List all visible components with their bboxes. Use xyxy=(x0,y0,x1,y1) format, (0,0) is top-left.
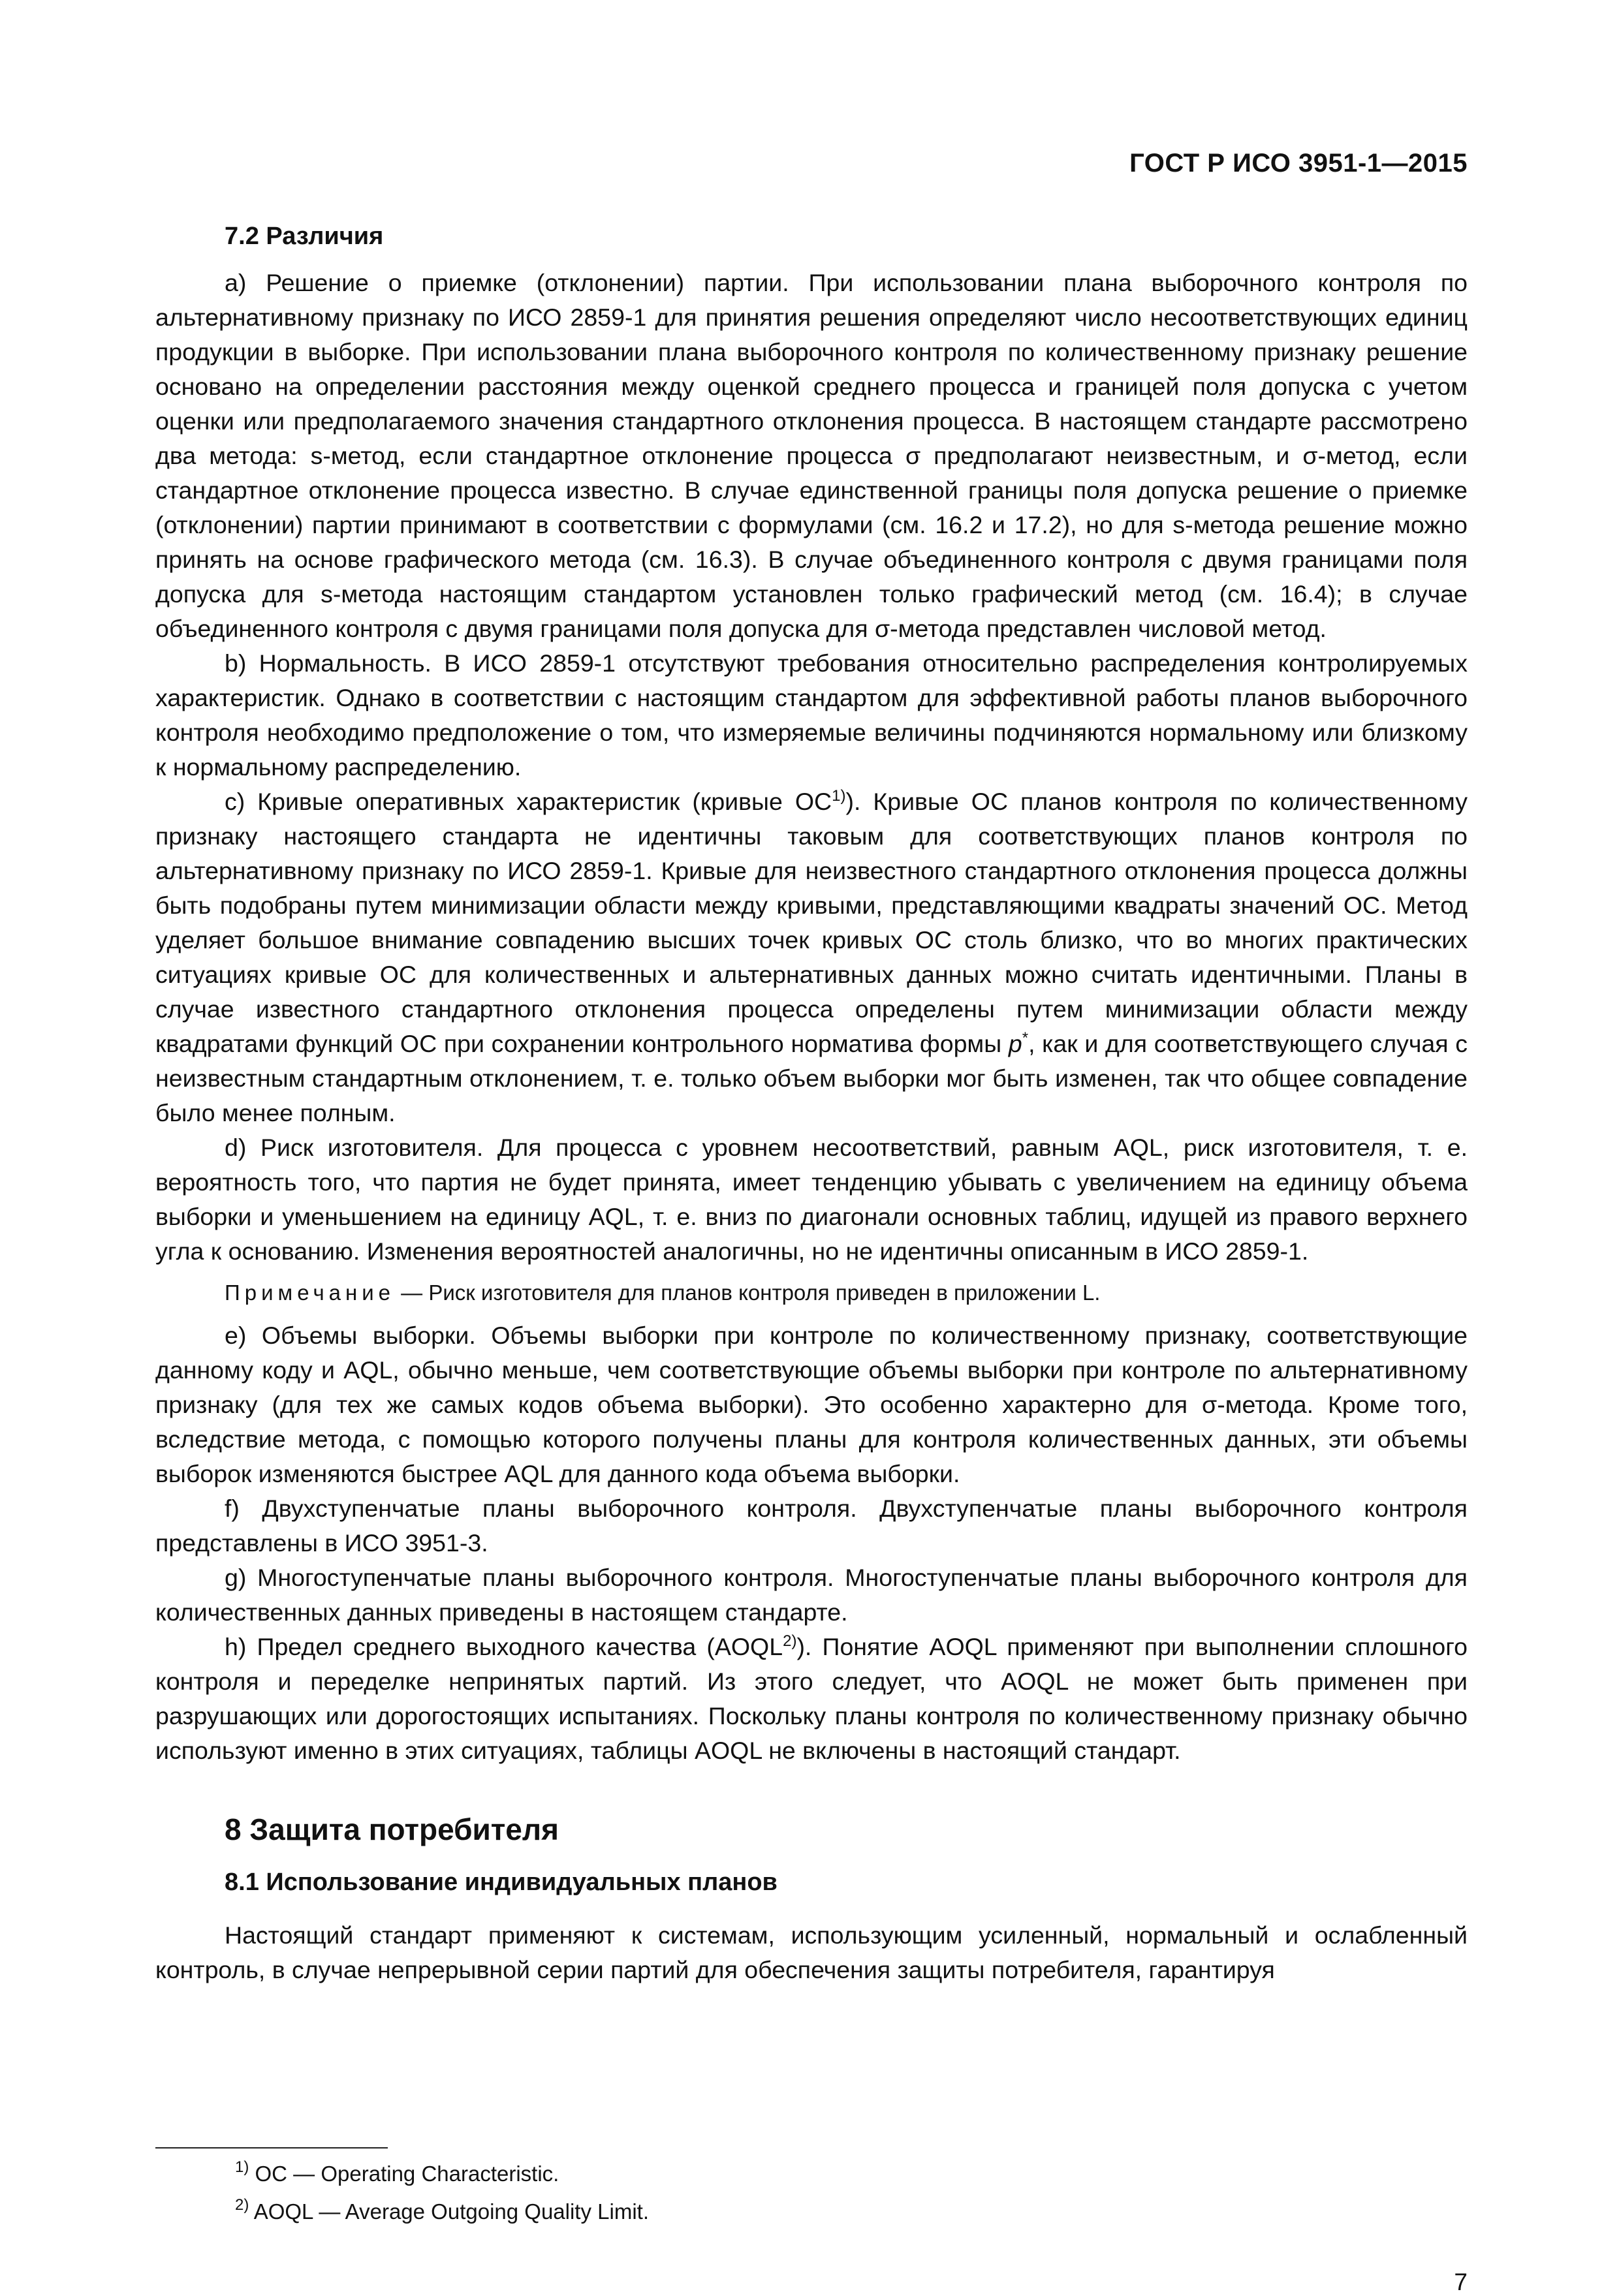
item-c-paragraph xyxy=(155,784,1468,1130)
document-code-header: ГОСТ Р ИСО 3951-1—2015 xyxy=(1129,149,1468,178)
footnote-ref-1: 1) xyxy=(832,787,846,805)
page-body xyxy=(155,219,1468,1987)
footnote-1-text: ОС — Operating Characteristic. xyxy=(249,2162,559,2186)
item-e-paragraph: e) Объемы выборки. Объемы выборки при контроле по количественному признаку, соответствующие данному коду и AQL, обычно меньше, чем соответствующие объемы выборки при контроле по альтернативному признаку (для тех же самых кодов объема выборки). Это особенно характерно для σ-метода. Кроме того, вследствие метода, с помощью которого получены планы для контроля количественных данных, эти объемы выборок изменяются быстрее AQL для данного кода объема выборки. xyxy=(155,1322,1468,1487)
footnote-2-mark: 2) xyxy=(235,2196,249,2214)
variable-p-star: * xyxy=(1022,1029,1029,1047)
item-h-text-1: h) Предел среднего выходного качества (AOQL xyxy=(225,1633,783,1660)
section-8-1-heading: 8.1 Использование индивидуальных планов xyxy=(225,1869,778,1896)
page-number: 7 xyxy=(1454,2269,1468,2295)
footnote-1-mark: 1) xyxy=(235,2158,249,2176)
item-g-paragraph: g) Многоступенчатые планы выборочного контроля. Многоступенчатые планы выборочного контроля для количественных данных приведены в настоящем стандарте. xyxy=(155,1564,1468,1626)
note xyxy=(225,1277,1468,1309)
item-c-text-3: , как и для соответствующего случая с неизвестным стандартным отклонением, т. е. только объем выборки мог быть изменен, так что общее совпадение было менее полным. xyxy=(155,1030,1468,1126)
item-h-text-2: ). Понятие AOQL применяют при выполнении сплошного контроля и переделке непринятых партий. Из этого следует, что AOQL не может быть применен при разрушающих или дорогостоящих испытаниях. Поскольку планы контроля по количественному признаку обычно используют именно в этих ситуациях, таблицы AOQL не включены в настоящий стандарт. xyxy=(155,1633,1468,1764)
item-f-paragraph: f) Двухступенчатые планы выборочного контроля. Двухступенчатые планы выборочного контроля представлены в ИСО 3951-3. xyxy=(155,1495,1468,1557)
item-b-paragraph: b) Нормальность. В ИСО 2859-1 отсутствуют требования относительно распределения контролируемых характеристик. Однако в соответствии с настоящим стандартом для эффективной работы планов выборочного контроля необходимо предположение о том, что измеряемые величины подчиняются нормальному или близкому к нормальному распределению. xyxy=(155,649,1468,781)
section-8-1-paragraph: Настоящий стандарт применяют к системам, использующим усиленный, нормальный и ослабленный контроль, в случае непрерывной серии партий для обеспечения защиты потребителя, гарантируя xyxy=(155,1921,1468,1983)
item-c-text-2: ). Кривые ОС планов контроля по количественному признаку настоящего стандарта не идентичны таковым для соответствующих планов контроля по альтернативному признаку по ИСО 2859-1. Кривые для неизвестного стандартного отклонения процесса должны быть подобраны путем минимизации области между кривыми, представляющими квадраты значений ОС. Метод уделяет большое внимание совпадению высших точек кривых ОС столь близко, что во многих практических ситуациях кривые ОС для количественных и альтернативных данных можно считать идентичными. Планы в случае известного стандартного отклонения процесса определены путем минимизации области между квадратами функций ОС при сохранении контрольного норматива формы xyxy=(155,788,1468,1057)
note-text: — Риск изготовителя для планов контроля приведен в приложении L. xyxy=(395,1280,1101,1305)
footnote-1 xyxy=(235,2159,1468,2189)
item-a-paragraph: a) Решение о приемке (отклонении) партии. При использовании плана выборочного контроля по альтернативному признаку по ИСО 2859-1 для принятия решения определяют число несоответствующих единиц продукции в выборке. При использовании плана выборочного контроля по количественному признаку решение основано на определении расстояния между оценкой среднего процесса и границей поля допуска с учетом оценки или предполагаемого значения стандартного отклонения процесса. В настоящем стандарте рассмотрено два метода: s-метод, если стандартное отклонение процесса σ предполагают неизвестным, и σ-метод, если стандартное отклонение процесса известно. В случае единственной границы поля допуска решение о приемке (отклонении) партии принимают в соответствии с формулами (см. 16.2 и 17.2), но для s-метода решение можно принять на основе графического метода (см. 16.3). В случае объединенного контроля с двумя границами поля допуска для s-метода настоящим стандартом установлен только графический метод (см. 16.4); в случае объединенного контроля с двумя границами поля допуска для σ-метода представлен числовой метод. xyxy=(155,269,1468,642)
footnote-ref-2: 2) xyxy=(783,1632,797,1650)
item-c-text-1: c) Кривые оперативных характеристик (кривые ОС xyxy=(225,788,832,815)
section-7-2-heading: 7.2 Различия xyxy=(225,223,384,250)
item-d-paragraph: d) Риск изготовителя. Для процесса с уровнем несоответствий, равным AQL, риск изготовителя, т. е. вероятность того, что партия не будет принята, имеет тенденцию убывать с увеличением на единицу объема выборки и уменьшением на единицу AQL, т. е. вниз по диагонали основных таблиц, идущей из правого верхнего угла к основанию. Изменения вероятностей аналогичны, но не идентичны описанным в ИСО 2859-1. xyxy=(155,1134,1468,1265)
item-h-paragraph xyxy=(155,1630,1468,1768)
variable-p: p xyxy=(1008,1030,1022,1057)
section-8-heading: 8 Защита потребителя xyxy=(225,1812,559,1846)
footnote-2 xyxy=(235,2197,1468,2227)
footnote-divider xyxy=(155,2147,388,2149)
footnote-2-text: AOQL — Average Outgoing Quality Limit. xyxy=(249,2199,649,2224)
footnotes xyxy=(155,2147,1468,2235)
note-label: Примечание xyxy=(225,1280,396,1305)
